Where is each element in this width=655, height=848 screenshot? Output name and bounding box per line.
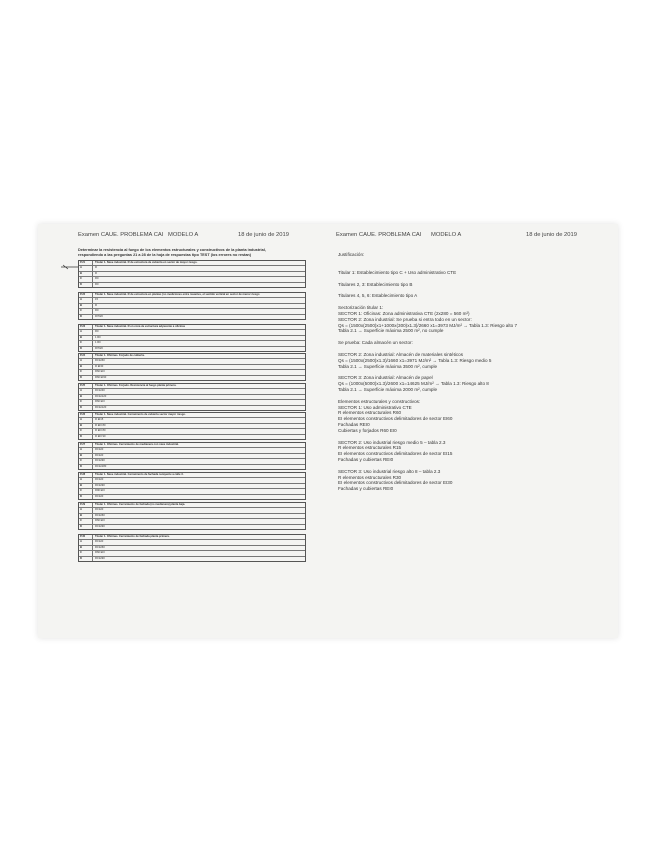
option-text: R60 EI0 <box>95 551 105 555</box>
right-page <box>336 224 606 638</box>
question-text: Titular 1. Nave industrial. R en zona de estructura adyacente a oficinas <box>95 325 186 328</box>
option-letter: B <box>79 546 93 550</box>
option-row <box>79 465 305 469</box>
justification-line: Sectorización titular 1: <box>338 305 384 311</box>
option-text: R <box>95 271 97 275</box>
left-header-exam: Examen CAUE. PROBLEMA CAI <box>78 232 164 238</box>
option-letter: A <box>79 330 93 334</box>
option-text: R7020 <box>95 346 103 350</box>
justification-line: Titular 1: Establecimiento tipo C + Uso administrativo CTE <box>338 269 457 275</box>
option-text: R0 EI0 <box>95 494 104 498</box>
justification-line: Qs = (1500x(2500)x1+1000x(300)x1.3)/2660 x1=3973 MJ/m² → Tabla 1.3: Riesgo alto 7 <box>338 322 518 328</box>
justification-line: Cubiertas y forjados R60 EI0 <box>338 427 397 433</box>
option-text: R EI0 80 <box>95 423 106 427</box>
option-letter: C <box>79 429 93 433</box>
justification-line: SECTOR 3: Zona industrial: Almacén de papel <box>338 375 433 381</box>
question-text: Titular 1. Oficinas. Forjado de cubierta. <box>95 354 145 357</box>
option-letter: C <box>79 341 93 345</box>
option-letter: B <box>79 454 93 458</box>
option-letter: C <box>79 519 93 523</box>
intro-line-2: respondiendo a las preguntas 21 a 28 de la hoja de respuestas tipo TEST (los errores no restan) <box>78 252 252 257</box>
question-block <box>78 502 306 530</box>
pen-mark-icon <box>60 264 80 270</box>
option-text: R EI0 90 <box>95 434 106 438</box>
right-header-exam: Examen CAUE. PROBLEMA CAI <box>336 232 422 238</box>
justification-line: Elementos estructurales y constructivos: <box>338 398 421 404</box>
left-page <box>78 224 333 638</box>
option-letter: A <box>79 478 93 482</box>
option-text: R7020 <box>95 314 103 318</box>
right-header-model: MODELO A <box>431 232 462 238</box>
justification-line: EI elementos constructivos delimitadores de sector EI60 <box>338 416 453 422</box>
option-letter: A <box>79 389 93 393</box>
option-letter: B <box>79 424 93 428</box>
question-block <box>78 260 306 288</box>
option-letter: A <box>79 448 93 452</box>
option-letter: D <box>79 495 93 499</box>
option-text: R0 EI0 <box>95 448 104 452</box>
option-text: R0 EI90 <box>95 483 105 487</box>
scanned-sheet <box>38 224 618 638</box>
justification-line: Fachadas REI0 <box>338 421 370 427</box>
option-text: R EI30 <box>95 364 104 368</box>
intro-line-1: Determinar la resistencia al fuego de los elementos estructurales y constructivos de la planta industrial, <box>78 248 266 252</box>
justification-line: Tabla 2.1 → Superficie máxima 3500 m², cumple <box>338 363 438 369</box>
option-text: 15 <box>95 298 98 302</box>
option-text: R0 EI180 <box>95 464 107 468</box>
option-text: R0 EI90 <box>95 524 105 528</box>
justification-line: Tabla 2.1 → Superficie máxima 2500 m², no cumple <box>338 328 444 334</box>
option-letter: D <box>79 376 93 380</box>
option-letter: A <box>79 540 93 544</box>
option-text: R0 EI60 <box>95 359 105 363</box>
question-block <box>78 383 306 411</box>
option-text: R90 EI0 <box>95 489 105 493</box>
option-text: R <box>95 266 97 270</box>
justification-line: SECTOR 3: Uso industrial riesgo alto 8 – tabla 2.3 <box>338 468 441 474</box>
option-row <box>79 376 305 380</box>
option-letter: A <box>79 266 93 270</box>
option-letter: D <box>79 557 93 561</box>
question-number: P.23 <box>79 325 93 329</box>
right-header-date: 18 de junio de 2019 <box>526 232 577 238</box>
justification-line: Se prueba: Cada almacén un sector: <box>338 340 413 346</box>
option-row <box>79 495 305 499</box>
option-letter: C <box>79 309 93 313</box>
option-text: R EI0 80 <box>95 429 106 433</box>
question-text: Titular 1. Oficinas. Cerramiento de fachada (no medianera) planta baja. <box>95 503 186 506</box>
question-number: P.21 <box>79 261 93 265</box>
option-letter: B <box>79 395 93 399</box>
option-letter: C <box>79 489 93 493</box>
option-row <box>79 283 305 287</box>
question-block <box>78 353 306 381</box>
option-text: R <box>95 303 97 307</box>
option-text: R EI15 <box>95 418 104 422</box>
justification-line: R elementos estructurales R30 <box>338 474 402 480</box>
option-letter: D <box>79 283 93 287</box>
justification-line: Titulares 4, 5, 6: Establecimiento tipo A <box>338 293 418 299</box>
left-header-model: MODELO A <box>168 232 199 238</box>
option-letter: B <box>79 304 93 308</box>
question-text: Titular 1. Nave industrial. R de estructura de cubierta en sector de mayor riesgo. <box>95 261 198 264</box>
option-text: R0 <box>95 309 99 313</box>
option-text: R60 EI0 <box>95 519 105 523</box>
option-text: R0 EI60 <box>95 513 105 517</box>
question-block <box>78 442 306 470</box>
option-text: R0 EI90 <box>95 459 105 463</box>
justification-line: Justificación: <box>338 252 365 257</box>
question-text: Titular 1. Nave industrial. Cerramiento de cubierta sector mayor riesgo. <box>95 413 186 416</box>
question-block <box>78 534 306 562</box>
option-letter: D <box>79 435 93 439</box>
option-text: R60 EI0 <box>95 370 105 374</box>
option-letter: B <box>79 272 93 276</box>
option-letter: D <box>79 347 93 351</box>
intro-text <box>78 248 323 258</box>
option-row <box>79 406 305 410</box>
justification-line: SECTOR 1: Oficinas: Zona administrativa CTE (2x280 = 560 m²) <box>338 310 470 316</box>
justification-line: SECTOR 2: Zona industrial: Se prueba si entra todo en un sector: <box>338 316 472 322</box>
option-text: R0 EI60 <box>95 545 105 549</box>
option-letter: B <box>79 514 93 518</box>
option-letter: A <box>79 298 93 302</box>
justification-text <box>338 252 517 492</box>
option-row <box>79 435 305 439</box>
justification-line: Titulares 2, 3: Establecimiento tipo B <box>338 281 413 287</box>
option-text: R0 EI0 <box>95 540 104 544</box>
option-letter: C <box>79 459 93 463</box>
option-letter: B <box>79 484 93 488</box>
option-text: R0 <box>95 282 99 286</box>
option-row <box>79 525 305 529</box>
justification-line: R elementos estructurales R60 <box>338 410 402 416</box>
option-text: R60 EI0 <box>95 400 105 404</box>
justification-line: Fachadas y cubiertas REI0 <box>338 456 394 462</box>
justification-line: Fachadas y cubiertas REI0 <box>338 486 394 492</box>
option-letter: D <box>79 465 93 469</box>
justification-line: EI elementos constructivos delimitadores de sector EI15 <box>338 451 453 457</box>
option-letter: C <box>79 277 93 281</box>
justification-line: SECTOR 2: Uso industrial riesgo medio 5 – tabla 2.3 <box>338 439 446 445</box>
option-letter: A <box>79 508 93 512</box>
option-text: R0 EI120 <box>95 405 107 409</box>
question-block <box>78 324 306 352</box>
justification-line: EI elementos constructivos delimitadores de sector EI30 <box>338 480 453 486</box>
justification-line: R elementos estructurales R15 <box>338 445 402 451</box>
option-letter: D <box>79 315 93 319</box>
justification-line: Qs = (1000x(5000)x1.3)/2600 x1=14625 MJ/m² → Tabla 1.3: Riesgo alto 8 <box>338 381 489 387</box>
question-text: Titular 1. Nave industrial. R de estructura en plantas (no mediciones entre rasantes, el sentido vertical en sector de menor riesgo <box>95 293 260 296</box>
option-text: R0 EI0 <box>95 453 104 457</box>
option-text: R60 EI90 <box>95 375 107 379</box>
option-text: R0 <box>95 277 99 281</box>
question-number: P.25 <box>79 384 93 388</box>
option-letter: D <box>79 406 93 410</box>
question-number: P.29 <box>79 503 93 507</box>
option-letter: B <box>79 336 93 340</box>
question-number: P.27 <box>79 443 93 447</box>
question-number: P.22 <box>79 293 93 297</box>
justification-line: Qs = (1500x(2500)x1.3)/1660 x1=3971 MJ/m² → Tabla 1.3: Riesgo medio 5 <box>338 357 492 363</box>
option-letter: B <box>79 365 93 369</box>
option-text: R0 EI90 <box>95 556 105 560</box>
option-text: 1 R0 <box>95 335 101 339</box>
question-text: Titular 1. Oficinas. Cerramiento de fachada planta primera. <box>95 535 170 538</box>
option-letter: D <box>79 525 93 529</box>
option-letter: C <box>79 551 93 555</box>
question-number: P.26 <box>79 413 93 417</box>
question-number: P.24 <box>79 354 93 358</box>
left-header-date: 18 de junio de 2019 <box>238 232 289 238</box>
justification-line: SECTOR 1: Uso administrativo CTE <box>338 404 412 410</box>
option-text: R0 EI0 <box>95 478 104 482</box>
question-text: Titular 1. Oficinas. Cerramiento de medianera con nave industrial. <box>95 443 179 446</box>
option-letter: A <box>79 359 93 363</box>
option-row <box>79 557 305 561</box>
question-block <box>78 412 306 440</box>
question-text: Titular 1. Nave industrial. Cerramiento de fachada recayente a calle 3. <box>95 473 184 476</box>
option-text: R0 <box>95 330 99 334</box>
option-text: 1 R0 <box>95 341 101 345</box>
option-row <box>79 347 305 351</box>
option-row <box>79 315 305 319</box>
option-text: R0 EI0 <box>95 508 104 512</box>
justification-line: SECTOR 2: Zona industrial: Almacén de materiales sintéticos <box>338 351 464 357</box>
justification-line: Tabla 2.1 → Superficie máxima 2000 m², cumple <box>338 386 438 392</box>
question-number: P.30 <box>79 535 93 539</box>
question-text: Titular 1. Oficinas. Forjado. Resistencia al fuego planta primera. <box>95 384 177 387</box>
option-letter: C <box>79 400 93 404</box>
option-text: R0 EI30 <box>95 389 105 393</box>
question-block <box>78 472 306 500</box>
option-letter: C <box>79 370 93 374</box>
option-text: R0 EI120 <box>95 394 107 398</box>
option-letter: A <box>79 418 93 422</box>
question-number: P.28 <box>79 473 93 477</box>
question-block <box>78 292 306 320</box>
